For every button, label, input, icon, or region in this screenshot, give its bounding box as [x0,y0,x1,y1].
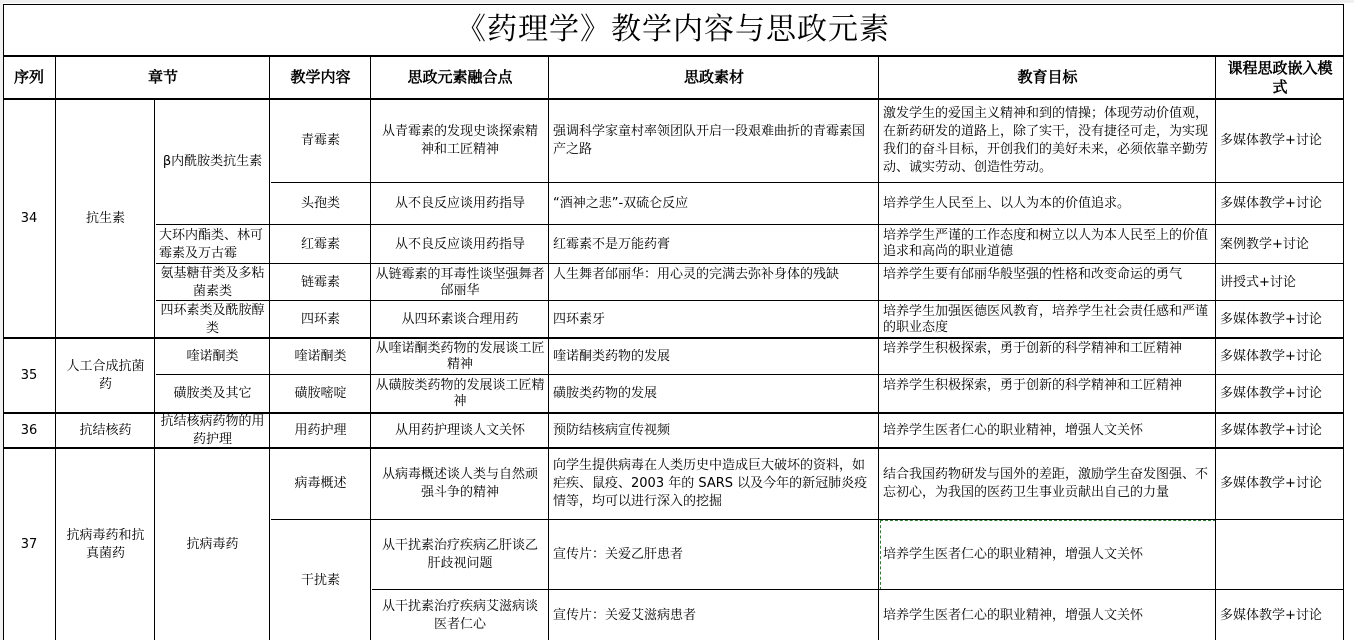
content-cell[interactable]: 干扰素 [300,572,340,588]
mode-cell[interactable]: 多媒体教学+讨论 [1220,196,1322,211]
mode-cell[interactable]: 多媒体教学+讨论 [1220,607,1322,623]
content-cell[interactable]: 四环素 [300,311,340,327]
goal-cell[interactable]: 培养学生严谨的工作态度和树立以人为本人民至上的价值追求和高尚的职业道德 [883,228,1209,259]
section-tb-drug-care[interactable]: 抗结核病药物的用药护理 [160,414,265,447]
goal-cell[interactable]: 激发学生的爱国主义精神和到的情操；体现劳动价值观，在新药研发的道路上，除了实干，没有捷径可走，为实现我们的奋斗目标，开创我们的美好未来，必须依靠辛勤劳动、诚实劳动、创造性劳动。 [883,106,1209,175]
grid-line [878,57,879,640]
point-cell[interactable]: 从不良反应谈用药指导 [394,236,525,252]
chapter-synthetic-antibacterial[interactable]: 人工合成抗菌药 [66,358,145,392]
material-cell[interactable]: 预防结核病宣传视频 [553,422,671,438]
header-seq[interactable]: 序列 [13,68,44,86]
grid-line [3,337,1344,339]
seq-35[interactable]: 35 [20,367,38,383]
seq-34[interactable]: 34 [20,210,38,226]
section-quinolones[interactable]: 喹诺酮类 [186,348,239,364]
grid-line [3,55,1344,57]
grid-line [3,98,1344,100]
material-cell[interactable]: “酒神之悲”-双硫仑反应 [553,196,689,211]
mode-cell[interactable]: 多媒体教学+讨论 [1220,422,1322,438]
grid-line [370,57,371,640]
grid-line [548,57,549,640]
grid-line [3,4,4,640]
point-cell[interactable]: 从病毒概述谈人类与自然顽强斗争的精神 [381,467,538,500]
point-cell[interactable]: 从链霉素的耳毒性谈坚强舞者邰丽华 [375,266,545,298]
header-point[interactable]: 思政元素融合点 [407,68,513,86]
material-cell[interactable]: 磺胺类药物的发展 [553,386,658,401]
point-cell[interactable]: 从干扰素治疗疾病艾滋病谈医者仁心 [381,598,538,632]
chapter-antiviral-antifungal[interactable]: 抗病毒药和抗真菌药 [66,527,145,561]
goal-cell[interactable]: 培养学生要有邰丽华般坚强的性格和改变命运的勇气 [883,267,1183,282]
content-cell[interactable]: 红霉素 [300,236,340,252]
material-cell[interactable]: 四环素牙 [553,311,606,327]
point-cell[interactable]: 从用药护理谈人文关怀 [394,422,525,438]
seq-37[interactable]: 37 [20,536,38,552]
cell-selection-outline [880,520,1216,590]
chapter-antituberculosis[interactable]: 抗结核药 [79,422,132,438]
mode-cell[interactable] [1217,521,1343,589]
goal-cell[interactable]: 培养学生积极探索，勇于创新的科学精神和工匠精神 [883,378,1183,393]
section-tetracyclines[interactable]: 四环素类及酰胺醇类 [160,302,265,336]
seq-36[interactable]: 36 [20,422,38,438]
grid-line [156,263,1344,264]
header-mode[interactable]: 课程思政嵌入模式 [1227,58,1333,96]
material-cell[interactable]: 向学生提供病毒在人类历史中造成巨大破坏的资料，如疟疾、鼠疫、2003 年的 SARS 以及今年的新冠肺炎疫情等，均可以进行深入的挖掘 [553,458,868,509]
point-cell[interactable]: 从不良反应谈用药指导 [394,196,525,211]
goal-cell[interactable]: 培养学生医者仁心的职业精神，增强人文关怀 [883,422,1144,438]
grid-line [156,374,1344,375]
grid-line [1343,4,1344,640]
grid-line [1215,57,1216,640]
content-cell[interactable]: 用药护理 [294,422,347,438]
grid-line [156,300,1344,301]
top-gutter [0,0,1354,3]
goal-cell[interactable]: 培养学生医者仁心的职业精神，增强人文关怀 [883,547,1144,562]
material-cell[interactable]: 宣传片：关爱乙肝患者 [553,547,684,562]
grid-line [3,4,1344,5]
material-cell[interactable]: 红霉素不是万能药膏 [553,236,671,252]
point-cell[interactable]: 从磺胺类药物的发展谈工匠精神 [375,378,545,409]
material-cell[interactable]: 人生舞者邰丽华：用心灵的完满去弥补身体的残缺 [553,267,840,282]
material-cell[interactable]: 喹诺酮类药物的发展 [553,348,671,364]
point-cell[interactable]: 从干扰素治疗疾病乙肝谈乙肝歧视问题 [381,538,538,571]
header-goal[interactable]: 教育目标 [1017,68,1078,86]
goal-cell[interactable]: 培养学生积极探索，勇于创新的科学精神和工匠精神 [883,341,1183,356]
grid-line [3,412,1344,414]
content-cell[interactable]: 病毒概述 [294,476,347,491]
grid-line [372,589,1344,590]
header-content[interactable]: 教学内容 [290,68,351,86]
goal-cell[interactable]: 培养学生医者仁心的职业精神，增强人文关怀 [883,607,1144,623]
point-cell[interactable]: 从四环素谈合理用药 [401,311,519,327]
page-title[interactable]: 《药理学》教学内容与思政元素 [456,11,890,47]
mode-cell[interactable]: 案例教学+讨论 [1220,236,1309,252]
material-cell[interactable]: 强调科学家童村率领团队开启一段艰难曲折的青霉素国产之路 [553,124,866,157]
mode-cell[interactable]: 多媒体教学+讨论 [1220,133,1322,148]
header-chapter[interactable]: 章节 [147,68,178,86]
mode-cell[interactable]: 多媒体教学+讨论 [1220,311,1322,327]
chapter-antibiotics[interactable]: 抗生素 [85,210,125,226]
section-macrolides[interactable]: 大环内酯类、林可霉素及万古霉 [159,227,264,261]
goal-cell[interactable]: 培养学生加强医德医风教育，培养学生社会责任感和严谨的职业态度 [883,304,1209,335]
grid-line [271,519,1344,520]
content-cell[interactable]: 喹诺酮类 [294,348,347,364]
section-aminoglycosides[interactable]: 氨基糖苷类及多粘菌素类 [160,265,265,299]
mode-cell[interactable]: 讲授式+讨论 [1220,274,1296,290]
point-cell[interactable]: 从喹诺酮类药物的发展谈工匠精神 [375,340,545,372]
header-material[interactable]: 思政素材 [683,68,744,86]
mode-cell[interactable]: 多媒体教学+讨论 [1220,386,1322,401]
goal-cell[interactable]: 结合我国药物研发与国外的差距，激励学生奋发图强、不忘初心，为我国的医药卫生事业贡献出自己的力量 [883,467,1209,500]
mode-cell[interactable]: 多媒体教学+讨论 [1220,348,1322,364]
grid-line [154,100,155,640]
grid-line [156,224,1344,225]
section-beta-lactam[interactable]: β内酰胺类抗生素 [162,154,263,169]
grid-line [271,182,1344,183]
material-cell[interactable]: 宣传片：关爱艾滋病患者 [553,607,697,623]
goal-cell[interactable]: 培养学生人民至上、以人为本的价值追求。 [883,196,1131,211]
content-cell[interactable]: 青霉素 [300,133,340,148]
grid-line [55,57,56,640]
section-antiviral[interactable]: 抗病毒药 [186,536,239,552]
content-cell[interactable]: 链霉素 [300,274,340,290]
section-sulfonamides[interactable]: 磺胺类及其它 [173,386,252,401]
content-cell[interactable]: 磺胺嘧啶 [294,386,347,401]
point-cell[interactable]: 从青霉素的发现史谈探索精神和工匠精神 [381,124,538,157]
mode-cell[interactable]: 多媒体教学+讨论 [1220,476,1322,491]
grid-line [3,447,1344,449]
grid-line [269,57,270,640]
content-cell[interactable]: 头孢类 [300,196,340,211]
